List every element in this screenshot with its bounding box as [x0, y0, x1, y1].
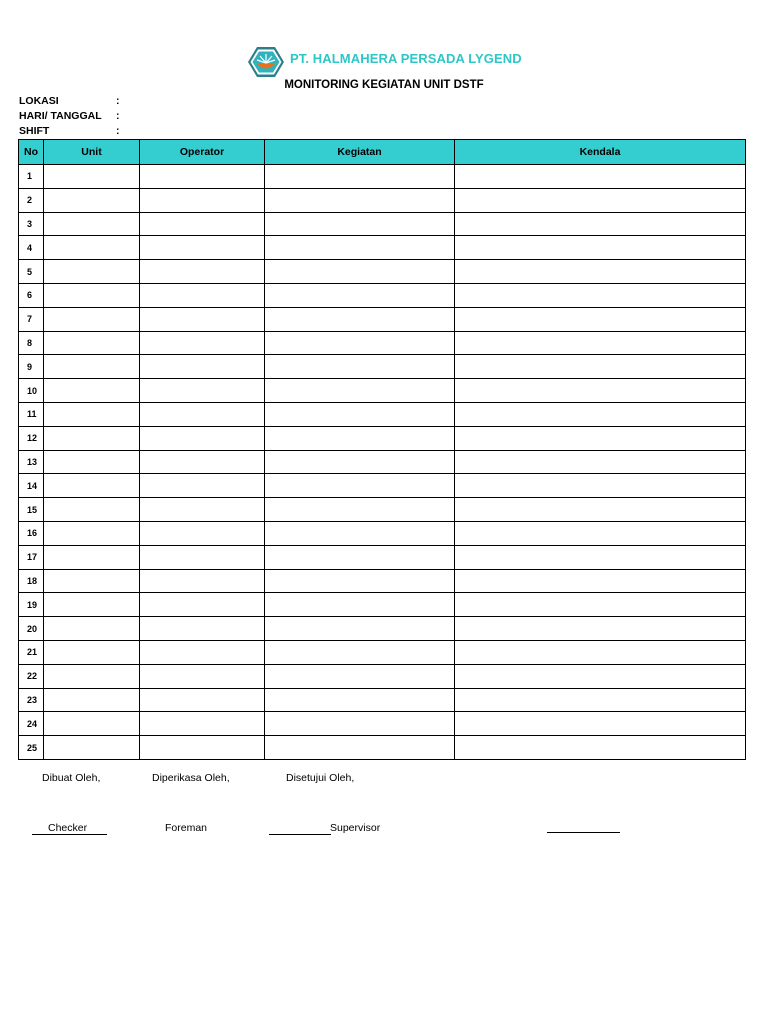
company-name: PT. HALMAHERA PERSADA LYGEND	[290, 51, 522, 66]
cell-operator	[140, 355, 265, 379]
info-label: HARI/ TANGGAL	[19, 110, 102, 122]
cell-kendala	[455, 712, 746, 736]
cell-kegiatan	[265, 212, 455, 236]
cell-no: 4	[19, 236, 44, 260]
cell-kendala	[455, 688, 746, 712]
cell-no: 19	[19, 593, 44, 617]
cell-kendala	[455, 736, 746, 760]
cell-operator	[140, 569, 265, 593]
cell-unit	[44, 640, 140, 664]
cell-kegiatan	[265, 450, 455, 474]
cell-operator	[140, 283, 265, 307]
cell-kegiatan	[265, 283, 455, 307]
cell-operator	[140, 712, 265, 736]
cell-unit	[44, 212, 140, 236]
cell-kendala	[455, 569, 746, 593]
document-title: MONITORING KEGIATAN UNIT DSTF	[284, 79, 484, 91]
info-colon: :	[116, 125, 120, 137]
company-logo-icon	[247, 46, 285, 78]
supervisor-signature-line	[269, 834, 331, 835]
cell-no: 7	[19, 307, 44, 331]
cell-unit	[44, 236, 140, 260]
cell-kendala	[455, 188, 746, 212]
cell-kegiatan	[265, 426, 455, 450]
cell-operator	[140, 545, 265, 569]
checker-label: Checker	[48, 822, 88, 834]
cell-kegiatan	[265, 545, 455, 569]
cell-kegiatan	[265, 307, 455, 331]
cell-no: 20	[19, 617, 44, 641]
table-header-row	[19, 140, 746, 165]
column-header-no: No	[19, 140, 44, 165]
cell-no: 24	[19, 712, 44, 736]
cell-unit	[44, 688, 140, 712]
cell-operator	[140, 331, 265, 355]
cell-kegiatan	[265, 688, 455, 712]
cell-operator	[140, 474, 265, 498]
column-header-unit: Unit	[44, 140, 140, 165]
cell-no: 6	[19, 283, 44, 307]
checker-signature-line	[32, 834, 107, 835]
cell-kegiatan	[265, 474, 455, 498]
cell-kegiatan	[265, 260, 455, 284]
cell-kendala	[455, 165, 746, 189]
cell-no: 9	[19, 355, 44, 379]
column-header-operator: Operator	[140, 140, 265, 165]
table-row	[19, 664, 746, 688]
info-colon: :	[116, 95, 120, 107]
cell-kegiatan	[265, 736, 455, 760]
info-hari-tanggal	[19, 110, 120, 122]
cell-kendala	[455, 283, 746, 307]
cell-unit	[44, 260, 140, 284]
table-row	[19, 331, 746, 355]
cell-unit	[44, 712, 140, 736]
table-row	[19, 307, 746, 331]
cell-unit	[44, 617, 140, 641]
cell-no: 23	[19, 688, 44, 712]
cell-unit	[44, 569, 140, 593]
table-row	[19, 593, 746, 617]
cell-no: 1	[19, 165, 44, 189]
made-by-label: Dibuat Oleh,	[42, 772, 101, 784]
table-row	[19, 260, 746, 284]
table-row	[19, 450, 746, 474]
table-row	[19, 712, 746, 736]
cell-operator	[140, 236, 265, 260]
cell-kendala	[455, 664, 746, 688]
cell-no: 15	[19, 498, 44, 522]
cell-unit	[44, 736, 140, 760]
cell-no: 8	[19, 331, 44, 355]
cell-kegiatan	[265, 165, 455, 189]
cell-kegiatan	[265, 617, 455, 641]
column-header-kegiatan: Kegiatan	[265, 140, 455, 165]
table-row	[19, 355, 746, 379]
cell-kegiatan	[265, 664, 455, 688]
cell-unit	[44, 402, 140, 426]
cell-operator	[140, 379, 265, 403]
cell-no: 21	[19, 640, 44, 664]
table-row	[19, 379, 746, 403]
cell-no: 17	[19, 545, 44, 569]
cell-no: 5	[19, 260, 44, 284]
cell-operator	[140, 736, 265, 760]
cell-kendala	[455, 498, 746, 522]
cell-operator	[140, 165, 265, 189]
table-row	[19, 212, 746, 236]
table-row	[19, 640, 746, 664]
cell-kegiatan	[265, 236, 455, 260]
cell-kendala	[455, 212, 746, 236]
cell-kendala	[455, 450, 746, 474]
approved-by-label: Disetujui Oleh,	[286, 772, 355, 784]
table-row	[19, 736, 746, 760]
table-row	[19, 283, 746, 307]
info-label: LOKASI	[19, 95, 59, 107]
cell-unit	[44, 450, 140, 474]
table-row	[19, 688, 746, 712]
cell-no: 18	[19, 569, 44, 593]
cell-no: 3	[19, 212, 44, 236]
cell-operator	[140, 521, 265, 545]
cell-unit	[44, 545, 140, 569]
cell-kendala	[455, 593, 746, 617]
cell-kegiatan	[265, 402, 455, 426]
cell-kendala	[455, 236, 746, 260]
cell-kegiatan	[265, 379, 455, 403]
table-row	[19, 545, 746, 569]
cell-unit	[44, 188, 140, 212]
cell-kegiatan	[265, 355, 455, 379]
cell-kegiatan	[265, 331, 455, 355]
cell-kegiatan	[265, 188, 455, 212]
table-row	[19, 569, 746, 593]
cell-operator	[140, 426, 265, 450]
info-label: SHIFT	[19, 125, 50, 137]
table-row	[19, 521, 746, 545]
cell-unit	[44, 165, 140, 189]
cell-unit	[44, 664, 140, 688]
cell-kendala	[455, 331, 746, 355]
extra-signature-line	[547, 832, 620, 833]
cell-operator	[140, 593, 265, 617]
cell-no: 2	[19, 188, 44, 212]
cell-operator	[140, 498, 265, 522]
table-row	[19, 426, 746, 450]
cell-kendala	[455, 640, 746, 664]
monitoring-table	[18, 139, 746, 760]
cell-kendala	[455, 307, 746, 331]
cell-no: 13	[19, 450, 44, 474]
cell-no: 25	[19, 736, 44, 760]
cell-unit	[44, 521, 140, 545]
cell-kendala	[455, 402, 746, 426]
cell-unit	[44, 355, 140, 379]
cell-kendala	[455, 474, 746, 498]
cell-kegiatan	[265, 498, 455, 522]
checked-by-label: Diperikasa Oleh,	[152, 772, 230, 784]
table-row	[19, 236, 746, 260]
info-lokasi	[19, 95, 120, 107]
cell-kendala	[455, 379, 746, 403]
cell-unit	[44, 283, 140, 307]
info-shift	[19, 125, 120, 137]
cell-operator	[140, 188, 265, 212]
info-colon: :	[116, 110, 120, 122]
cell-kendala	[455, 260, 746, 284]
cell-unit	[44, 331, 140, 355]
cell-no: 16	[19, 521, 44, 545]
cell-operator	[140, 307, 265, 331]
document-header	[0, 44, 768, 80]
cell-unit	[44, 379, 140, 403]
cell-kendala	[455, 521, 746, 545]
table-row	[19, 188, 746, 212]
cell-unit	[44, 307, 140, 331]
cell-operator	[140, 402, 265, 426]
cell-kegiatan	[265, 640, 455, 664]
cell-operator	[140, 640, 265, 664]
cell-kendala	[455, 617, 746, 641]
cell-kegiatan	[265, 593, 455, 617]
cell-unit	[44, 426, 140, 450]
cell-operator	[140, 260, 265, 284]
table-body	[19, 165, 746, 760]
cell-no: 22	[19, 664, 44, 688]
table-row	[19, 474, 746, 498]
table-row	[19, 165, 746, 189]
cell-unit	[44, 593, 140, 617]
cell-kegiatan	[265, 712, 455, 736]
cell-operator	[140, 450, 265, 474]
cell-unit	[44, 498, 140, 522]
table-row	[19, 402, 746, 426]
foreman-label: Foreman	[165, 822, 208, 834]
cell-operator	[140, 688, 265, 712]
cell-operator	[140, 664, 265, 688]
cell-kendala	[455, 426, 746, 450]
cell-kendala	[455, 355, 746, 379]
table-row	[19, 617, 746, 641]
column-header-kendala: Kendala	[455, 140, 746, 165]
cell-no: 10	[19, 379, 44, 403]
supervisor-label: Supervisor	[330, 822, 381, 834]
cell-no: 11	[19, 402, 44, 426]
cell-kegiatan	[265, 521, 455, 545]
cell-kegiatan	[265, 569, 455, 593]
cell-no: 14	[19, 474, 44, 498]
cell-operator	[140, 617, 265, 641]
cell-unit	[44, 474, 140, 498]
cell-operator	[140, 212, 265, 236]
cell-no: 12	[19, 426, 44, 450]
table-row	[19, 498, 746, 522]
cell-kendala	[455, 545, 746, 569]
